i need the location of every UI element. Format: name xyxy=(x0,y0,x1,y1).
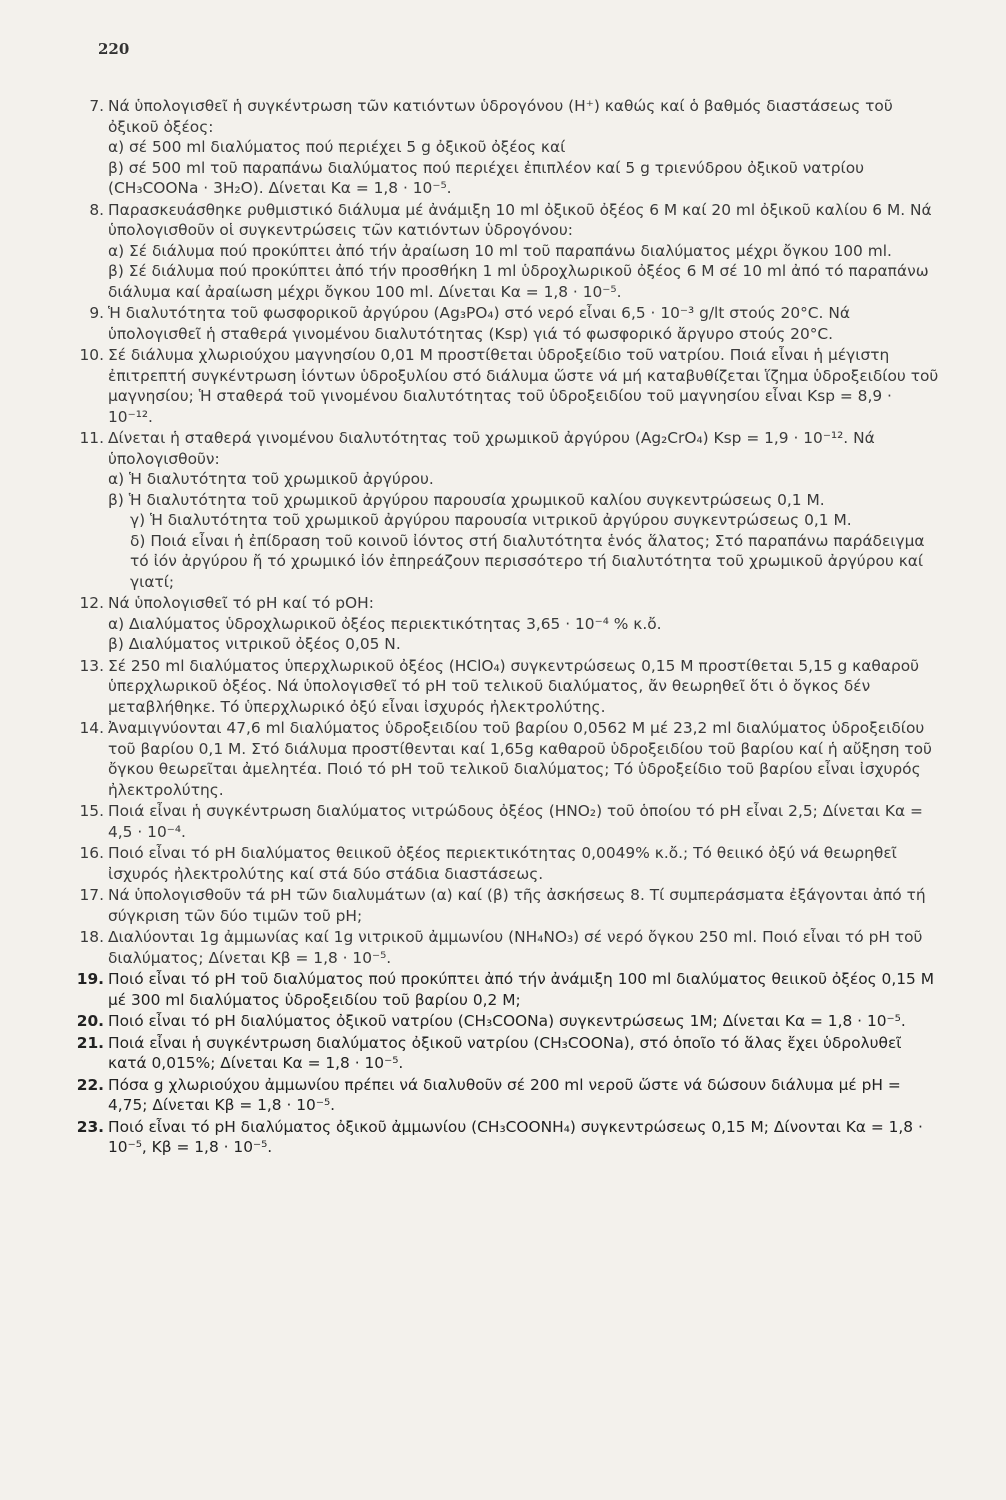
exercise-subpart: α) Σέ διάλυμα πού προκύπτει ἀπό τήν ἀραίωση 10 ml τοῦ παραπάνω διαλύματος μέχρι ὄγκου 100 ml. xyxy=(108,241,892,260)
exercise-text: Δίνεται ἡ σταθερά γινομένου διαλυτότητας τοῦ χρωμικοῦ ἀργύρου (Ag₂CrO₄) Ksp = 1,9 · 10⁻¹². Νά ὑπολογισθοῦν: xyxy=(108,429,875,468)
exercise-number: 9. xyxy=(89,304,104,322)
exercise-subpart: β) Σέ διάλυμα πού προκύπτει ἀπό τήν προσθήκη 1 ml ὑδροχλωρικοῦ ὀξέος 6 M σέ 10 ml ἀπό τό παραπάνω διάλυμα καί ἀραίωση μέχρι ὄγκου 100 ml. Δίνεται Kα = 1,8 · 10⁻⁵. xyxy=(108,262,929,301)
exercise-10 xyxy=(80,345,940,427)
exercise-number: 18. xyxy=(79,928,104,946)
exercise-subpart: γ) Ἡ διαλυτότητα τοῦ χρωμικοῦ ἀργύρου παρουσία νιτρικοῦ ἀργύρου συγκεντρώσεως 0,1 M. xyxy=(130,511,852,529)
page-number: 220 xyxy=(98,40,130,58)
exercise-8 xyxy=(80,200,940,303)
exercise-21 xyxy=(76,1033,940,1074)
exercise-number: 20. xyxy=(76,1012,104,1030)
exercise-number: 22. xyxy=(76,1075,104,1094)
exercise-text: Ποιά εἶναι ἡ συγκέντρωση διαλύματος νιτρώδους ὀξέος (HNO₂) τοῦ ὁποίου τό pH εἶναι 2,5; Δίνεται Kα = 4,5 · 10⁻⁴. xyxy=(108,802,923,841)
exercise-17 xyxy=(80,885,940,926)
exercise-text: Ἡ διαλυτότητα τοῦ φωσφορικοῦ ἀργύρου (Ag₃PO₄) στό νερό εἶναι 6,5 · 10⁻³ g/lt στούς 20°C. Νά ὑπολογισθεῖ ἡ σταθερά γινομένου διαλυτότητας (Ksp) γιά τό φωσφορικό ἄργυρο στούς 20°C. xyxy=(108,304,850,343)
exercise-text: Ποιό εἶναι τό pH τοῦ διαλύματος πού προκύπτει ἀπό τήν ἀνάμιξη 100 ml διαλύματος θειικοῦ ὀξέος 0,15 M μέ 300 ml διαλύματος ὑδροξειδίου τοῦ βαρίου 0,2 M; xyxy=(108,970,934,1009)
exercise-number: 10. xyxy=(79,346,104,364)
exercise-number: 19. xyxy=(76,970,104,988)
exercise-text: Σέ 250 ml διαλύματος ὑπερχλωρικοῦ ὀξέος (HClO₄) συγκεντρώσεως 0,15 M προστίθεται 5,15 g καθαροῦ ὑπερχλωρικοῦ ὀξέος. Νά ὑπολογισθεῖ τό pH τοῦ τελικοῦ διαλύματος, ἄν θεωρηθεῖ ὅτι ὁ ὄγκος δέν μεταβλήθηκε. Τό ὑπερχλωρικό ὀξύ εἶναι ἰσχυρός ἠλεκτρολύτης. xyxy=(108,656,920,716)
exercise-15 xyxy=(80,801,940,842)
exercise-9 xyxy=(80,303,940,344)
exercise-text: Ποιό εἶναι τό pH διαλύματος ὀξικοῦ νατρίου (CH₃COONa) συγκεντρώσεως 1M; Δίνεται Kα = 1,8 · 10⁻⁵. xyxy=(108,1012,906,1030)
exercise-number: 17. xyxy=(79,886,104,904)
exercise-subpart: β) σέ 500 ml τοῦ παραπάνω διαλύματος πού περιέχει ἐπιπλέον καί 5 g τριενύδρου ὀξικοῦ νατρίου (CH₃COONa · 3H₂O). Δίνεται Kα = 1,8 · 10⁻⁵. xyxy=(108,158,865,197)
exercise-subpart: α) Ἡ διαλυτότητα τοῦ χρωμικοῦ ἀργύρου. xyxy=(108,470,434,488)
exercise-list xyxy=(76,96,940,1159)
exercise-19 xyxy=(76,969,940,1010)
exercise-number: 11. xyxy=(79,429,104,447)
exercise-16 xyxy=(80,843,940,884)
exercise-20 xyxy=(76,1011,940,1032)
exercise-14 xyxy=(80,718,940,800)
exercise-number: 7. xyxy=(89,97,104,115)
exercise-7 xyxy=(80,96,940,199)
exercise-18 xyxy=(80,927,940,968)
exercise-text: Ποιά εἶναι ἡ συγκέντρωση διαλύματος ὀξικοῦ νατρίου (CH₃COONa), στό ὁποῖο τό ἅλας ἔχει ὑδρολυθεῖ κατά 0,015%; Δίνεται Kα = 1,8 · 10⁻⁵. xyxy=(108,1033,902,1072)
exercise-text: Νά ὑπολογισθεῖ ἡ συγκέντρωση τῶν κατιόντων ὑδρογόνου (H⁺) καθώς καί ὁ βαθμός διαστάσεως τοῦ ὀξικοῦ ὀξέος: xyxy=(108,97,893,136)
exercise-text: Παρασκευάσθηκε ρυθμιστικό διάλυμα μέ ἀνάμιξη 10 ml ὀξικοῦ ὀξέος 6 M καί 20 ml ὀξικοῦ καλίου 6 M. Νά ὑπολογισθοῦν οἱ συγκεντρώσεις τῶν κατιόντων ὑδρογόνου: xyxy=(108,200,932,239)
exercise-22 xyxy=(76,1075,940,1116)
exercise-11 xyxy=(80,428,940,592)
exercise-text: Ποιό εἶναι τό pH διαλύματος ὀξικοῦ ἀμμωνίου (CH₃COONH₄) συγκεντρώσεως 0,15 M; Δίνονται Kα = 1,8 · 10⁻⁵, Kβ = 1,8 · 10⁻⁵. xyxy=(108,1117,923,1156)
exercise-number: 16. xyxy=(79,844,104,862)
exercise-text: Ἀναμιγνύονται 47,6 ml διαλύματος ὑδροξειδίου τοῦ βαρίου 0,0562 M μέ 23,2 ml διαλύματος ὑδροξειδίου τοῦ βαρίου 0,1 M. Στό διάλυμα προστίθενται καί 1,65g καθαροῦ ὑδροξειδίου τοῦ βαρίου καί ἡ αὔξηση τοῦ ὄγκου θεωρεῖται ἀμελητέα. Ποιό τό pH τοῦ τελικοῦ διαλύματος; Τό ὑδροξείδιο τοῦ βαρίου εἶναι ἰσχυρός ἠλεκτρολύτης. xyxy=(108,719,932,799)
exercise-number: 21. xyxy=(76,1033,104,1052)
exercise-number: 12. xyxy=(79,594,104,612)
exercise-13 xyxy=(80,656,940,718)
exercise-text: Ποιό εἶναι τό pH διαλύματος θειικοῦ ὀξέος περιεκτικότητας 0,0049% κ.ὄ.; Τό θειικό ὀξύ νά θεωρηθεῖ ἰσχυρός ἠλεκτρολύτης καί στά δύο στάδια διαστάσεως. xyxy=(108,844,897,883)
exercise-number: 14. xyxy=(79,719,104,737)
exercise-number: 13. xyxy=(79,656,104,675)
exercise-subpart: β) Διαλύματος νιτρικοῦ ὀξέος 0,05 N. xyxy=(108,635,401,653)
exercise-subpart: α) σέ 500 ml διαλύματος πού περιέχει 5 g ὀξικοῦ ὀξέος καί xyxy=(108,138,566,156)
exercise-text: Νά ὑπολογισθεῖ τό pH καί τό pOH: xyxy=(108,594,374,612)
exercise-text: Σέ διάλυμα χλωριούχου μαγνησίου 0,01 M προστίθεται ὑδροξείδιο τοῦ νατρίου. Ποιά εἶναι ἡ μέγιστη ἐπιτρεπτή συγκέντρωση ἰόντων ὑδροξυλίου στό διάλυμα ὥστε νά μή καταβυθίζεται ἵζημα ὑδροξειδίου τοῦ μαγνησίου; Ἡ σταθερά τοῦ γινομένου διαλυτότητας τοῦ ὑδροξειδίου τοῦ μαγνησίου εἶναι Ksp = 8,9 · 10⁻¹². xyxy=(108,346,939,426)
exercise-text: Διαλύονται 1g ἀμμωνίας καί 1g νιτρικοῦ ἀμμωνίου (NH₄NO₃) σέ νερό ὄγκου 250 ml. Ποιό εἶναι τό pH τοῦ διαλύματος; Δίνεται Kβ = 1,8 · 10⁻⁵. xyxy=(108,928,923,967)
exercise-subpart: β) Ἡ διαλυτότητα τοῦ χρωμικοῦ ἀργύρου παρουσία χρωμικοῦ καλίου συγκεντρώσεως 0,1 M. xyxy=(108,490,825,509)
exercise-subpart: α) Διαλύματος ὑδροχλωρικοῦ ὀξέος περιεκτικότητας 3,65 · 10⁻⁴ % κ.ὄ. xyxy=(108,614,662,633)
exercise-number: 8. xyxy=(89,200,104,219)
exercise-text: Νά ὑπολογισθοῦν τά pH τῶν διαλυμάτων (α) καί (β) τῆς ἀσκήσεως 8. Τί συμπεράσματα ἐξάγονται ἀπό τή σύγκριση τῶν δύο τιμῶν τοῦ pH; xyxy=(108,886,926,925)
exercise-number: 23. xyxy=(76,1117,104,1136)
exercise-23 xyxy=(76,1117,940,1158)
exercise-subpart: δ) Ποιά εἶναι ἡ ἐπίδραση τοῦ κοινοῦ ἰόντος στή διαλυτότητα ἑνός ἅλατος; Στό παραπάνω παράδειγμα τό ἰόν ἀργύρου ἤ τό χρωμικό ἰόν ἐπηρεάζουν περισσότερο τή διαλυτότητα τοῦ χρωμικοῦ ἀργύρου καί γιατί; xyxy=(130,531,925,591)
exercise-12 xyxy=(80,593,940,655)
exercise-text: Πόσα g χλωριούχου ἀμμωνίου πρέπει νά διαλυθοῦν σέ 200 ml νεροῦ ὥστε νά δώσουν διάλυμα μέ pH = 4,75; Δίνεται Kβ = 1,8 · 10⁻⁵. xyxy=(108,1075,901,1114)
exercise-number: 15. xyxy=(79,802,104,820)
